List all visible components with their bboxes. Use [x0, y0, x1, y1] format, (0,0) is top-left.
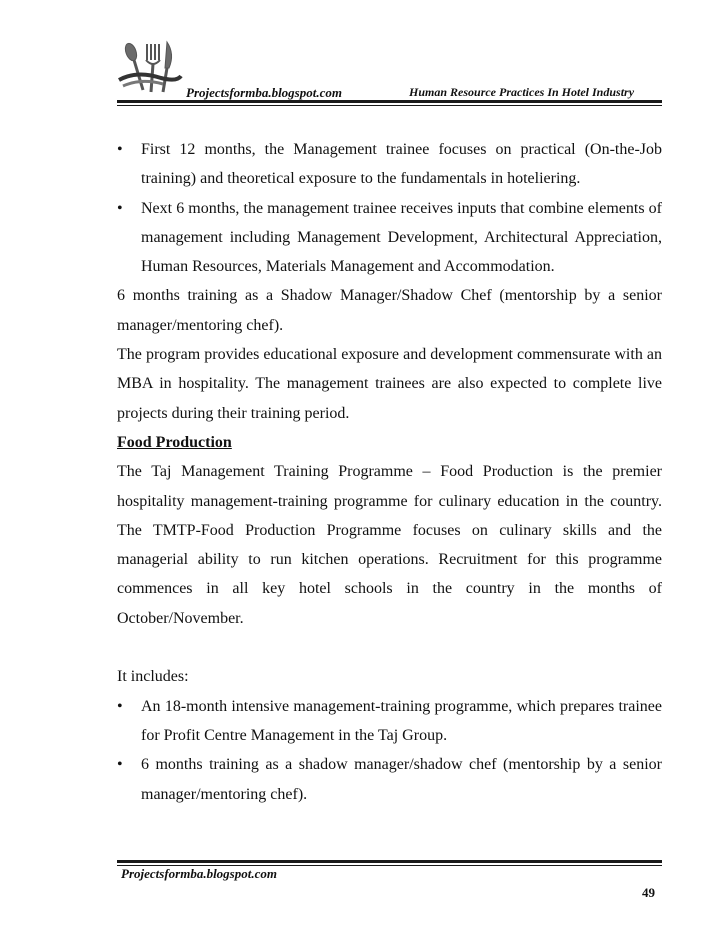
spacer [117, 633, 662, 662]
bullet-text: Next 6 months, the management trainee receives inputs that combine elements of management including Management Development, Architectural Appreciation, Human Resources, Materials Management and Accommodation. [141, 199, 662, 276]
bullet-text: An 18-month intensive management-training programme, which prepares trainee for Profit Centre Management in the Taj Group. [141, 697, 662, 744]
section-heading: Food Production [117, 433, 232, 451]
page-number: 49 [642, 885, 655, 900]
header-site: Projectsformba.blogspot.com [186, 85, 342, 100]
footer-site: Projectsformba.blogspot.com [121, 866, 277, 881]
bullet-icon: • [117, 199, 123, 217]
cutlery-logo-icon [117, 40, 183, 98]
paragraph: The Taj Management Training Programme – Food Production is the premier hospitality management-training programme for culinary education in the country. The TMTP-Food Production Programme focuses on culinary skills and the managerial ability to run kitchen operations. Recruitment for this programme commences in all key hotel schools in the country in the months of October/November. [117, 463, 662, 627]
footer-rule [117, 860, 662, 863]
header-title: Human Resource Practices In Hotel Industry [409, 85, 635, 99]
header-rule [117, 100, 662, 103]
header-rule-thin [117, 105, 662, 106]
paragraph: 6 months training as a Shadow Manager/Shadow Chef (mentorship by a senior manager/mentoring chef). [117, 287, 662, 334]
list-item [117, 750, 662, 809]
paragraph: The program provides educational exposure and development commensurate with an MBA in hospitality. The management trainees are also expected to complete live projects during their training period. [117, 346, 662, 422]
bullet-icon: • [117, 756, 123, 774]
bullet-icon: • [117, 697, 123, 715]
list-item [117, 692, 662, 751]
page-body [117, 135, 662, 809]
bullet-text: 6 months training as a shadow manager/shadow chef (mentorship by a senior manager/mentoring chef). [141, 756, 662, 803]
list-item [117, 135, 662, 194]
bullet-text: First 12 months, the Management trainee focuses on practical (On-the-Job training) and theoretical exposure to the fundamentals in hoteliering. [141, 141, 662, 188]
paragraph: It includes: [117, 668, 189, 686]
bullet-icon: • [117, 141, 123, 158]
list-item [117, 194, 662, 282]
